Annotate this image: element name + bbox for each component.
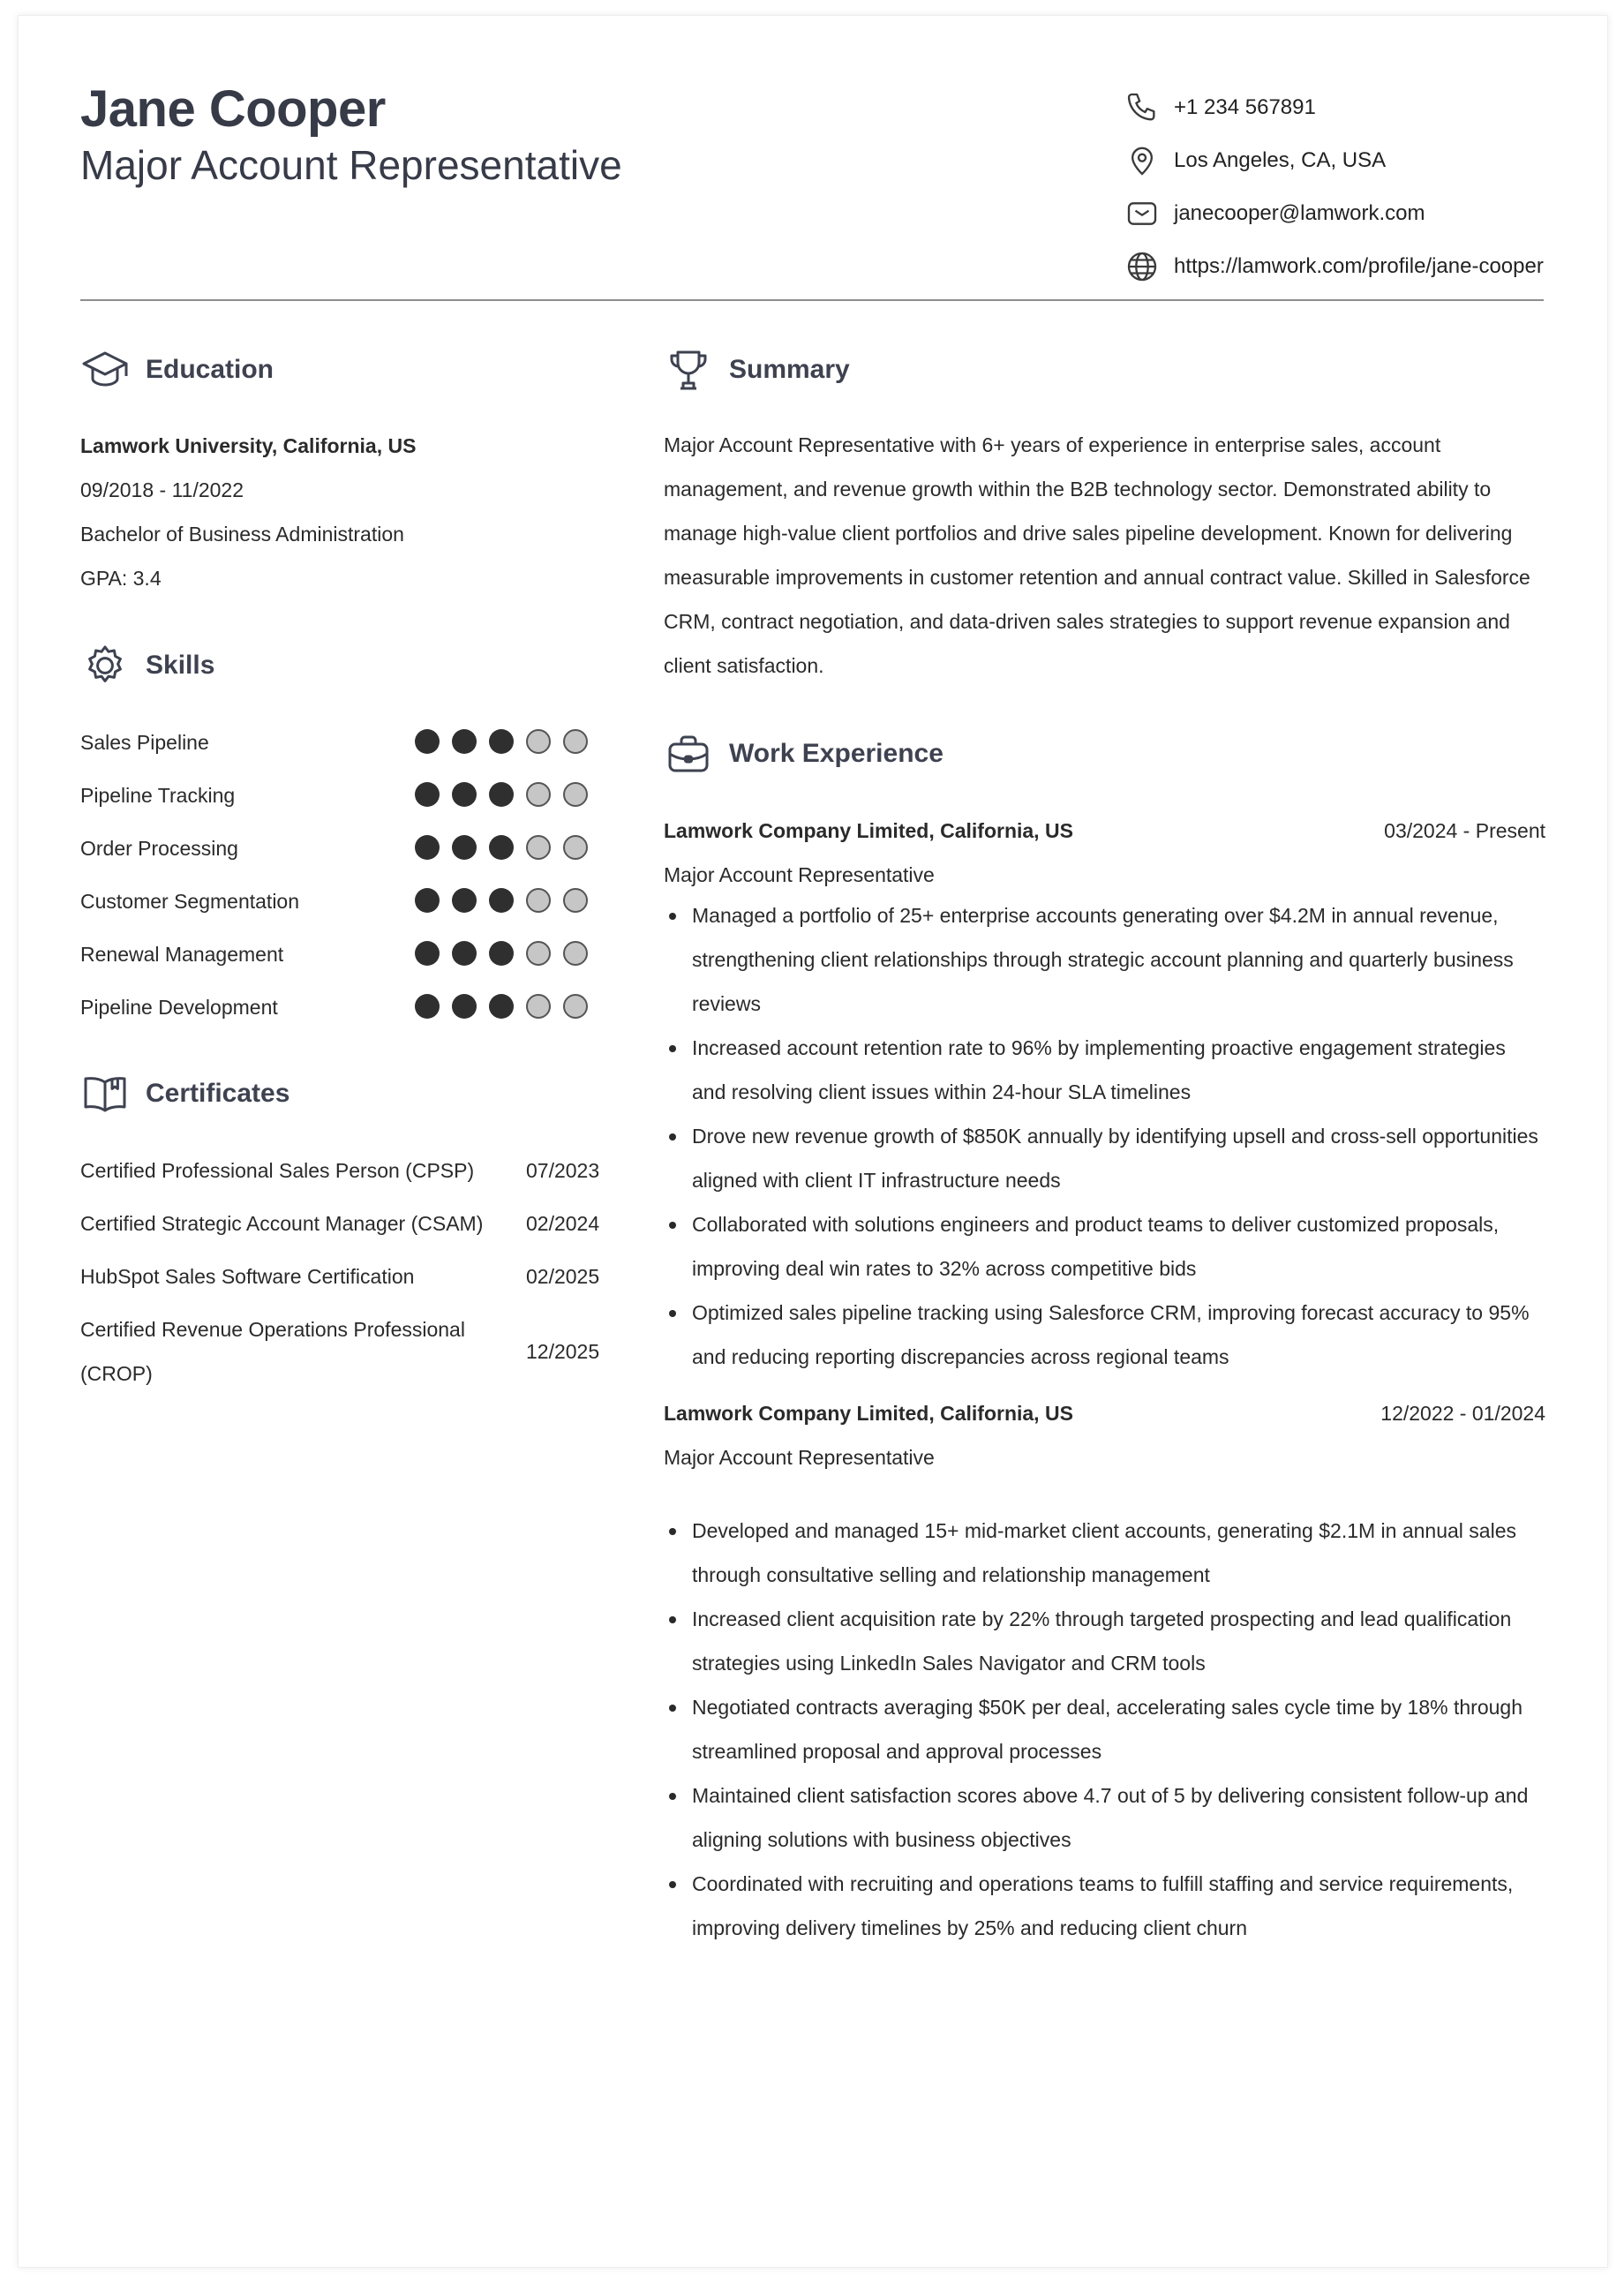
job-bullets [664, 1509, 1564, 1950]
rating-dot-empty [526, 888, 551, 913]
work-experience-title: Work Experience [729, 739, 944, 768]
job-bullet: Maintained client satisfaction scores above 4.7 out of 5 by delivering consistent follow-up and aligning solutions with business objectives [692, 1773, 1564, 1862]
job-bullet: Coordinated with recruiting and operations teams to fulfill staffing and service requirements, improving delivery timelines by 25% and reducing client churn [692, 1862, 1564, 1950]
job-company: Lamwork Company Limited, California, US [664, 1402, 1073, 1425]
certificate-date: 02/2024 [526, 1212, 600, 1235]
work-experience-heading [664, 727, 944, 780]
job-bullet: Increased account retention rate to 96% by implementing proactive engagement strategies and resolving client issues within 24-hour SLA timelines [692, 1026, 1564, 1114]
job-dates: 03/2024 - Present [1384, 819, 1545, 842]
summary-line: CRM, contract negotiation, and data-driven sales strategies to support revenue expansion and [664, 610, 1510, 633]
email-icon [1124, 196, 1160, 231]
rating-dot-empty [563, 941, 588, 966]
certificate-date: 12/2025 [526, 1340, 600, 1363]
education-heading [80, 343, 274, 396]
rating-dot-empty [563, 835, 588, 860]
rating-dot-empty [563, 729, 588, 754]
certificate-date: 07/2023 [526, 1159, 600, 1182]
job-bullet: Collaborated with solutions engineers and product teams to deliver customized proposals, improving deal win rates to 32% across competitive bids [692, 1202, 1564, 1291]
rating-dot-empty [526, 729, 551, 754]
resume-page [18, 15, 1608, 2268]
job-bullet: Negotiated contracts averaging $50K per deal, accelerating sales cycle time by 18% through streamlined proposal and approval processes [692, 1685, 1564, 1773]
job-role: Major Account Representative [664, 1446, 935, 1469]
contact-phone [1124, 90, 1316, 125]
rating-dot-filled [415, 729, 440, 754]
rating-dot-filled [489, 941, 514, 966]
rating-dot-filled [415, 941, 440, 966]
rating-dot-filled [452, 994, 477, 1019]
skill-rating [415, 941, 600, 966]
rating-dot-filled [452, 835, 477, 860]
job-role: Major Account Representative [664, 863, 935, 886]
education-gpa: GPA: 3.4 [80, 567, 162, 590]
summary-line: management, and revenue growth within the B2B technology sector. Demonstrated ability to [664, 478, 1492, 501]
certificate-date: 02/2025 [526, 1265, 600, 1288]
rating-dot-empty [526, 994, 551, 1019]
skill-rating [415, 994, 600, 1019]
location-pin-icon [1124, 143, 1160, 178]
summary-line: Major Account Representative with 6+ years of experience in enterprise sales, account [664, 433, 1441, 456]
candidate-name: Jane Cooper [80, 80, 386, 138]
rating-dot-filled [415, 994, 440, 1019]
rating-dot-empty [526, 941, 551, 966]
gear-icon [80, 641, 130, 690]
rating-dot-filled [489, 782, 514, 807]
education-dates: 09/2018 - 11/2022 [80, 478, 244, 501]
certificate-name: Certified Strategic Account Manager (CSAM) [80, 1212, 484, 1235]
contact-website [1124, 249, 1544, 284]
skill-rating [415, 888, 600, 913]
education-school: Lamwork University, California, US [80, 434, 417, 457]
certificates-title: Certificates [146, 1079, 290, 1108]
skills-title: Skills [146, 651, 215, 680]
skill-name: Pipeline Development [80, 996, 278, 1019]
rating-dot-empty [526, 782, 551, 807]
certificate-name: Certified Revenue Operations Professional [80, 1318, 465, 1341]
header-divider [80, 299, 1544, 301]
email-text[interactable]: janecooper@lamwork.com [1174, 201, 1425, 225]
rating-dot-filled [452, 729, 477, 754]
skill-name: Customer Segmentation [80, 890, 300, 913]
trophy-icon [664, 345, 713, 395]
job-bullets [664, 893, 1564, 1379]
certificate-name: HubSpot Sales Software Certification [80, 1265, 415, 1288]
certificate-name-continued: (CROP) [80, 1362, 153, 1385]
job-bullet: Drove new revenue growth of $850K annually by identifying upsell and cross-sell opportunities aligned with client IT infrastructure needs [692, 1114, 1564, 1202]
summary-text [664, 423, 1530, 688]
phone-text: +1 234 567891 [1174, 95, 1316, 119]
education-degree: Bachelor of Business Administration [80, 523, 404, 546]
briefcase-icon [664, 729, 713, 779]
rating-dot-empty [563, 782, 588, 807]
contact-email [1124, 196, 1425, 231]
rating-dot-empty [526, 835, 551, 860]
globe-icon [1124, 249, 1160, 284]
summary-title: Summary [729, 355, 850, 384]
rating-dot-filled [489, 888, 514, 913]
rating-dot-filled [452, 888, 477, 913]
rating-dot-filled [489, 994, 514, 1019]
summary-line: measurable improvements in customer retention and annual contract value. Skilled in Salesforce [664, 566, 1530, 589]
rating-dot-filled [415, 782, 440, 807]
job-bullet: Increased client acquisition rate by 22% through targeted prospecting and lead qualification strategies using LinkedIn Sales Navigator and CRM tools [692, 1597, 1564, 1685]
phone-icon [1124, 90, 1160, 125]
contact-location [1124, 143, 1386, 178]
skills-heading [80, 639, 214, 692]
certificates-heading [80, 1067, 289, 1120]
job-company: Lamwork Company Limited, California, US [664, 819, 1073, 842]
summary-heading [664, 343, 850, 396]
rating-dot-filled [489, 729, 514, 754]
job-bullet: Managed a portfolio of 25+ enterprise accounts generating over $4.2M in annual revenue, strengthening client relationships through strategic account planning and quarterly business reviews [692, 893, 1564, 1026]
open-book-icon [80, 1069, 130, 1118]
education-title: Education [146, 355, 274, 384]
skill-rating [415, 782, 600, 807]
skill-name: Order Processing [80, 837, 238, 860]
rating-dot-filled [452, 782, 477, 807]
skill-name: Renewal Management [80, 943, 284, 966]
rating-dot-filled [452, 941, 477, 966]
summary-line: manage high-value client portfolios and drive sales pipeline development. Known for delivering [664, 522, 1513, 545]
website-link[interactable]: https://lamwork.com/profile/jane-cooper [1174, 254, 1544, 278]
skill-name: Sales Pipeline [80, 731, 209, 754]
skill-name: Pipeline Tracking [80, 784, 236, 807]
rating-dot-filled [415, 888, 440, 913]
job-bullet: Optimized sales pipeline tracking using Salesforce CRM, improving forecast accuracy to 95% and reducing reporting discrepancies across regional teams [692, 1291, 1564, 1379]
rating-dot-empty [563, 888, 588, 913]
rating-dot-filled [489, 835, 514, 860]
job-bullet: Developed and managed 15+ mid-market client accounts, generating $2.1M in annual sales through consultative selling and relationship management [692, 1509, 1564, 1597]
job-dates: 12/2022 - 01/2024 [1380, 1402, 1545, 1425]
summary-line: client satisfaction. [664, 654, 824, 677]
location-text: Los Angeles, CA, USA [1174, 148, 1387, 172]
rating-dot-empty [563, 994, 588, 1019]
rating-dot-filled [415, 835, 440, 860]
skill-rating [415, 729, 600, 754]
skill-rating [415, 835, 600, 860]
candidate-role: Major Account Representative [80, 142, 622, 188]
graduation-cap-icon [80, 345, 130, 395]
certificate-name: Certified Professional Sales Person (CPSP) [80, 1159, 475, 1182]
